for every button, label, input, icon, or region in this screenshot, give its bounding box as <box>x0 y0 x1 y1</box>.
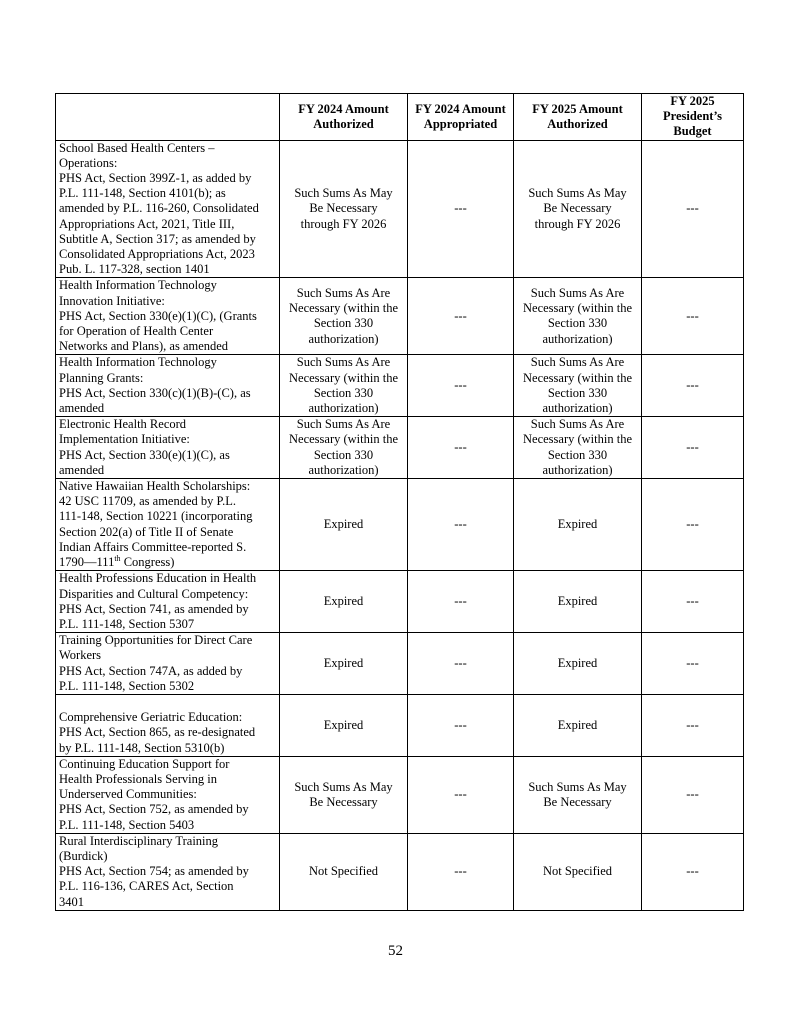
program-cell <box>56 355 280 417</box>
fy2024-authorized-cell-line: Necessary (within the <box>289 301 398 316</box>
program-cell-line: P.L. 111-148, Section 4101(b); as <box>59 186 226 201</box>
fy2024-appropriated-cell <box>408 417 514 479</box>
program-cell-line: Indian Affairs Committee-reported S. <box>59 539 247 554</box>
program-cell-line: Appropriations Act, 2021, Title III, <box>59 216 235 231</box>
fy2024-authorized-cell-line: Section 330 <box>313 316 374 331</box>
fy2024-authorized-cell-line: Section 330 <box>313 385 374 400</box>
fy2024-authorized-cell <box>280 479 408 571</box>
header-fy2025-budget-label: FY 2025 President’s Budget <box>662 94 723 139</box>
fy2025-budget-cell <box>642 355 744 417</box>
fy2024-authorized-cell-line: authorization) <box>308 401 379 416</box>
fy2025-authorized-cell <box>514 278 642 355</box>
fy2024-appropriated-cell <box>408 833 514 910</box>
fy2024-appropriated-cell-line: --- <box>454 308 467 323</box>
program-cell-line: Workers <box>59 648 102 663</box>
fy2024-appropriated-cell-line: --- <box>454 864 467 879</box>
fy2025-authorized-cell-line: Necessary (within the <box>523 432 632 447</box>
fy2024-authorized-cell-line: Be Necessary <box>309 201 378 216</box>
program-cell-line: PHS Act, Section 754; as amended by <box>59 864 249 879</box>
header-fy2024-appropriated <box>408 94 514 141</box>
fy2024-authorized-cell-line: Necessary (within the <box>289 370 398 385</box>
header-program <box>56 94 280 141</box>
fy2024-authorized-cell <box>280 756 408 833</box>
program-cell <box>56 694 280 756</box>
fy2025-budget-cell-line: --- <box>686 517 699 532</box>
fy2025-authorized-cell-line: Such Sums As Are <box>530 417 625 432</box>
program-cell-line: Disparities and Cultural Competency: <box>59 586 249 601</box>
fy2025-authorized-cell-line: Expired <box>557 594 598 609</box>
program-cell-line: 42 USC 11709, as amended by P.L. <box>59 494 236 509</box>
table-row <box>56 571 744 633</box>
fy2025-authorized-cell-line: Section 330 <box>547 447 608 462</box>
program-cell <box>56 417 280 479</box>
program-cell-line: PHS Act, Section 330(e)(1)(C), (Grants <box>59 308 257 323</box>
fy2024-authorized-cell <box>280 571 408 633</box>
fy2025-authorized-cell-line: Not Specified <box>542 864 613 879</box>
fy2025-budget-cell-line: --- <box>686 308 699 323</box>
fy2024-authorized-cell <box>280 417 408 479</box>
program-cell-line: (Burdick) <box>59 848 108 863</box>
fy2025-authorized-cell-line: Expired <box>557 655 598 670</box>
fy2025-authorized-cell-line: Section 330 <box>547 316 608 331</box>
table-row <box>56 278 744 355</box>
fy2024-appropriated-cell-line: --- <box>454 440 467 455</box>
program-cell-line: Implementation Initiative: <box>59 432 190 447</box>
fy2024-appropriated-cell <box>408 355 514 417</box>
program-cell-line: Comprehensive Geriatric Education: <box>59 710 243 725</box>
program-cell-line: PHS Act, Section 747A, as added by <box>59 663 243 678</box>
program-cell-line: for Operation of Health Center <box>59 324 214 339</box>
program-cell-line: 1790—111th Congress) <box>59 553 175 570</box>
program-cell-line: P.L. 111-148, Section 5403 <box>59 817 195 832</box>
program-cell-line: Health Information Technology <box>59 355 217 370</box>
header-fy2025-budget <box>642 94 744 141</box>
table-row <box>56 140 744 278</box>
table-row <box>56 756 744 833</box>
program-cell-line: Subtitle A, Section 317; as amended by <box>59 231 256 246</box>
fy2025-budget-cell <box>642 694 744 756</box>
fy2024-authorized-cell-line: Expired <box>323 517 364 532</box>
program-cell-line: 111-148, Section 10221 (incorporating <box>59 509 253 524</box>
fy2024-authorized-cell <box>280 694 408 756</box>
program-cell-line <box>59 695 277 710</box>
fy2024-authorized-cell-line: authorization) <box>308 331 379 346</box>
header-fy2024-authorized <box>280 94 408 141</box>
fy2024-authorized-cell-line: Such Sums As May <box>294 186 393 201</box>
fy2025-authorized-cell <box>514 633 642 695</box>
header-fy2025-authorized-label: FY 2025 Amount Authorized <box>532 101 623 131</box>
fy2025-authorized-cell <box>514 756 642 833</box>
program-cell-line: Health Information Technology <box>59 278 217 293</box>
table-row <box>56 355 744 417</box>
program-cell-line: School Based Health Centers – <box>59 140 215 155</box>
fy2025-budget-cell-line: --- <box>686 201 699 216</box>
fy2024-appropriated-cell <box>408 571 514 633</box>
program-cell-line: amended by P.L. 116-260, Consolidated <box>59 201 259 216</box>
header-fy2024-appropriated-label: FY 2024 Amount Appropriated <box>415 101 506 131</box>
program-cell-line: Innovation Initiative: <box>59 293 165 308</box>
fy2025-authorized-cell-line: authorization) <box>542 331 613 346</box>
fy2024-appropriated-cell <box>408 694 514 756</box>
fy2024-appropriated-cell <box>408 278 514 355</box>
fy2024-authorized-cell <box>280 355 408 417</box>
program-cell-line: Rural Interdisciplinary Training <box>59 833 219 848</box>
fy2024-authorized-cell <box>280 278 408 355</box>
program-cell-line: Health Professions Education in Health <box>59 571 257 586</box>
fy2024-authorized-cell-line: Such Sums As Are <box>296 286 391 301</box>
fy2024-appropriated-cell-line: --- <box>454 594 467 609</box>
fy2025-budget-cell <box>642 479 744 571</box>
program-cell <box>56 571 280 633</box>
fy2025-authorized-cell-line: Such Sums As Are <box>530 355 625 370</box>
fy2024-appropriated-cell <box>408 756 514 833</box>
program-cell-line: PHS Act, Section 330(e)(1)(C), as <box>59 447 230 462</box>
fy2024-authorized-cell-line: Section 330 <box>313 447 374 462</box>
program-cell-line: P.L. 116-136, CARES Act, Section <box>59 879 234 894</box>
fy2025-authorized-cell-line: through FY 2026 <box>534 216 621 231</box>
fy2025-budget-cell <box>642 833 744 910</box>
fy2025-authorized-cell-line: Such Sums As May <box>528 779 627 794</box>
table-body <box>56 140 744 910</box>
fy2025-authorized-cell-line: Necessary (within the <box>523 301 632 316</box>
program-cell <box>56 633 280 695</box>
fy2025-authorized-cell <box>514 571 642 633</box>
fy2025-authorized-cell-line: Be Necessary <box>543 794 612 809</box>
table-row <box>56 833 744 910</box>
table-header-row <box>56 94 744 141</box>
program-cell-line: P.L. 111-148, Section 5307 <box>59 616 195 631</box>
authorization-table <box>55 93 744 911</box>
header-fy2025-authorized <box>514 94 642 141</box>
fy2024-appropriated-cell-line: --- <box>454 201 467 216</box>
fy2025-budget-cell-line: --- <box>686 717 699 732</box>
fy2025-authorized-cell-line: Such Sums As May <box>528 186 627 201</box>
program-cell-line: Continuing Education Support for <box>59 756 230 771</box>
fy2025-budget-cell <box>642 140 744 278</box>
program-cell-line: Networks and Plans), as amended <box>59 339 229 354</box>
fy2024-authorized-cell <box>280 833 408 910</box>
fy2025-budget-cell-line: --- <box>686 440 699 455</box>
fy2025-authorized-cell <box>514 694 642 756</box>
program-cell-line: Pub. L. 117-328, section 1401 <box>59 262 210 277</box>
fy2024-appropriated-cell <box>408 140 514 278</box>
program-cell-line: Health Professionals Serving in <box>59 771 217 786</box>
program-cell-line: Planning Grants: <box>59 370 144 385</box>
fy2024-appropriated-cell-line: --- <box>454 655 467 670</box>
fy2025-authorized-cell <box>514 355 642 417</box>
fy2024-appropriated-cell <box>408 479 514 571</box>
fy2024-authorized-cell <box>280 140 408 278</box>
fy2025-authorized-cell <box>514 140 642 278</box>
fy2025-authorized-cell-line: authorization) <box>542 401 613 416</box>
fy2025-budget-cell-line: --- <box>686 594 699 609</box>
program-cell-line: PHS Act, Section 741, as amended by <box>59 601 249 616</box>
fy2024-authorized-cell-line: Such Sums As May <box>294 779 393 794</box>
fy2024-authorized-cell-line: Be Necessary <box>309 794 378 809</box>
fy2024-authorized-cell-line: through FY 2026 <box>300 216 387 231</box>
program-cell <box>56 140 280 278</box>
program-cell-line: by P.L. 111-148, Section 5310(b) <box>59 740 225 755</box>
fy2024-appropriated-cell-line: --- <box>454 517 467 532</box>
fy2024-authorized-cell-line: Such Sums As Are <box>296 417 391 432</box>
page-number: 52 <box>388 943 403 959</box>
fy2024-appropriated-cell-line: --- <box>454 717 467 732</box>
program-cell-line: Section 202(a) of Title II of Senate <box>59 524 234 539</box>
fy2025-authorized-cell <box>514 479 642 571</box>
fy2025-authorized-cell-line: authorization) <box>542 462 613 477</box>
program-cell-line: P.L. 111-148, Section 5302 <box>59 678 195 693</box>
table-row <box>56 479 744 571</box>
fy2025-budget-cell <box>642 633 744 695</box>
table-row <box>56 417 744 479</box>
fy2024-authorized-cell-line: Necessary (within the <box>289 432 398 447</box>
fy2024-authorized-cell-line: Such Sums As Are <box>296 355 391 370</box>
fy2024-authorized-cell-line: Expired <box>323 594 364 609</box>
fy2025-budget-cell-line: --- <box>686 787 699 802</box>
fy2024-authorized-cell-line: Expired <box>323 655 364 670</box>
program-cell <box>56 756 280 833</box>
fy2024-authorized-cell-line: Expired <box>323 717 364 732</box>
program-cell-line: PHS Act, Section 865, as re-designated <box>59 725 256 740</box>
fy2024-appropriated-cell-line: --- <box>454 787 467 802</box>
program-cell <box>56 833 280 910</box>
program-cell <box>56 479 280 571</box>
fy2025-budget-cell <box>642 571 744 633</box>
fy2024-authorized-cell-line: authorization) <box>308 462 379 477</box>
program-cell-line: Consolidated Appropriations Act, 2023 <box>59 247 255 262</box>
fy2025-budget-cell <box>642 756 744 833</box>
program-cell-line: Operations: <box>59 155 118 170</box>
fy2025-authorized-cell-line: Expired <box>557 517 598 532</box>
fy2025-authorized-cell-line: Be Necessary <box>543 201 612 216</box>
program-cell-line: Underserved Communities: <box>59 787 197 802</box>
fy2025-budget-cell-line: --- <box>686 655 699 670</box>
header-fy2024-authorized-label: FY 2024 Amount Authorized <box>298 101 389 131</box>
program-cell-line: Native Hawaiian Health Scholarships: <box>59 479 251 494</box>
program-cell-line: PHS Act, Section 330(c)(1)(B)-(C), as <box>59 385 251 400</box>
fy2025-budget-cell-line: --- <box>686 864 699 879</box>
program-cell-line: PHS Act, Section 399Z-1, as added by <box>59 171 252 186</box>
fy2025-budget-cell <box>642 278 744 355</box>
program-cell-line: Training Opportunities for Direct Care <box>59 633 253 648</box>
table-row <box>56 633 744 695</box>
program-cell-line: 3401 <box>59 894 84 909</box>
fy2025-authorized-cell-line: Section 330 <box>547 385 608 400</box>
fy2024-authorized-cell-line: Not Specified <box>308 864 379 879</box>
program-cell <box>56 278 280 355</box>
program-cell-line: Electronic Health Record <box>59 417 187 432</box>
fy2025-budget-cell-line: --- <box>686 378 699 393</box>
fy2025-budget-cell <box>642 417 744 479</box>
program-cell-line: amended <box>59 401 105 416</box>
program-cell-line: PHS Act, Section 752, as amended by <box>59 802 249 817</box>
fy2025-authorized-cell-line: Such Sums As Are <box>530 286 625 301</box>
fy2024-appropriated-cell-line: --- <box>454 378 467 393</box>
fy2025-authorized-cell-line: Necessary (within the <box>523 370 632 385</box>
table-row <box>56 694 744 756</box>
fy2024-appropriated-cell <box>408 633 514 695</box>
fy2024-authorized-cell <box>280 633 408 695</box>
program-cell-line: amended <box>59 462 105 477</box>
fy2025-authorized-cell-line: Expired <box>557 717 598 732</box>
fy2025-authorized-cell <box>514 417 642 479</box>
fy2025-authorized-cell <box>514 833 642 910</box>
